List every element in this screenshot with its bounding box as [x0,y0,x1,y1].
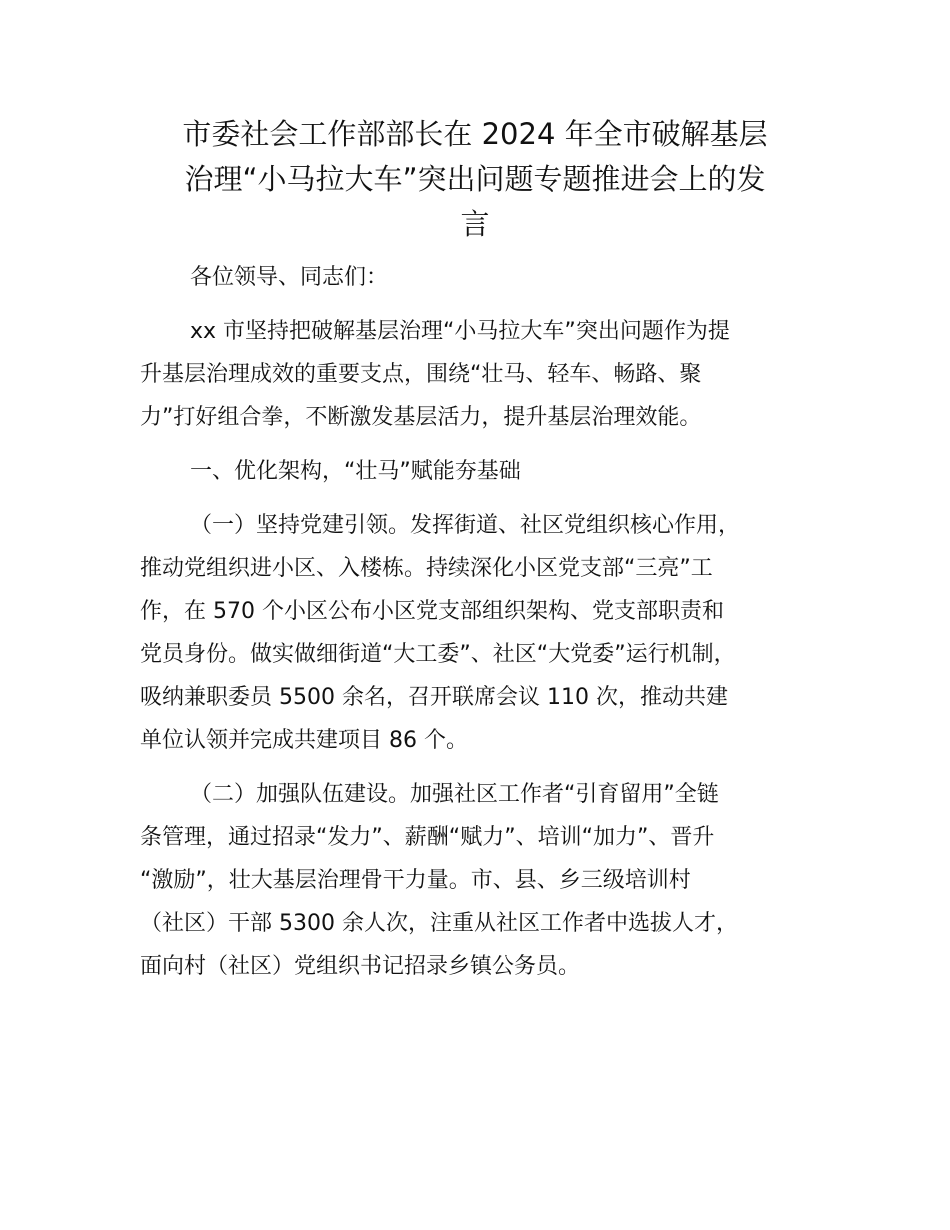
title-line: 言 [460,207,490,241]
title-line: 治理“小马拉大车”突出问题专题推进会上的发 [184,162,766,196]
paragraph-intro [140,310,816,439]
title-line: 市委社会工作部部长在 2024 年全市破解基层 [182,117,768,151]
text-line: 升基层治理成效的重要支点，围绕“壮马、轻车、畅路、聚 [140,362,702,387]
section-heading [140,450,816,493]
text-line: 作，在 570 个小区公布小区党支部组织架构、党支部职责和 [140,599,724,624]
text-line: （一）坚持党建引领。发挥街道、社区党组织核心作用， [190,513,741,538]
text-line: 吸纳兼职委员 5500 余名，召开联席会议 110 次，推动共建 [140,685,728,710]
text-line: 推动党组织进小区、入楼栋。持续深化小区党支部“三亮”工 [140,556,713,581]
text-line: “激励”，壮大基层治理骨干力量。市、县、乡三级培训村 [140,868,691,893]
text-line: 面向村（社区）党组织书记招录乡镇公务员。 [140,954,581,979]
text-line: （社区）干部 5300 余人次，注重从社区工作者中选拔人才， [140,911,738,936]
text-line: 单位认领并完成共建项目 86 个。 [140,728,468,753]
salutation [140,256,816,299]
paragraph-party-leadership [140,504,816,762]
heading-line: 一、优化架构，“壮马”赋能夯基础 [190,459,521,484]
text-line: xx 市坚持把破解基层治理“小马拉大车”突出问题作为提 [190,319,730,344]
text-line: （二）加强队伍建设。加强社区工作者“引育留用”全链 [190,782,719,807]
text-line: 党员身份。做实做细街道“大工委”、社区“大党委”运行机制， [140,642,736,667]
text-line: 力”打好组合拳，不断激发基层活力，提升基层治理效能。 [140,405,702,430]
salutation-line: 各位领导、同志们： [190,265,389,290]
text-line: 条管理，通过招录“发力”、薪酬“赋力”、培训“加力”、晋升 [140,825,715,850]
paragraph-team-building [140,773,816,988]
document-title [140,112,810,247]
